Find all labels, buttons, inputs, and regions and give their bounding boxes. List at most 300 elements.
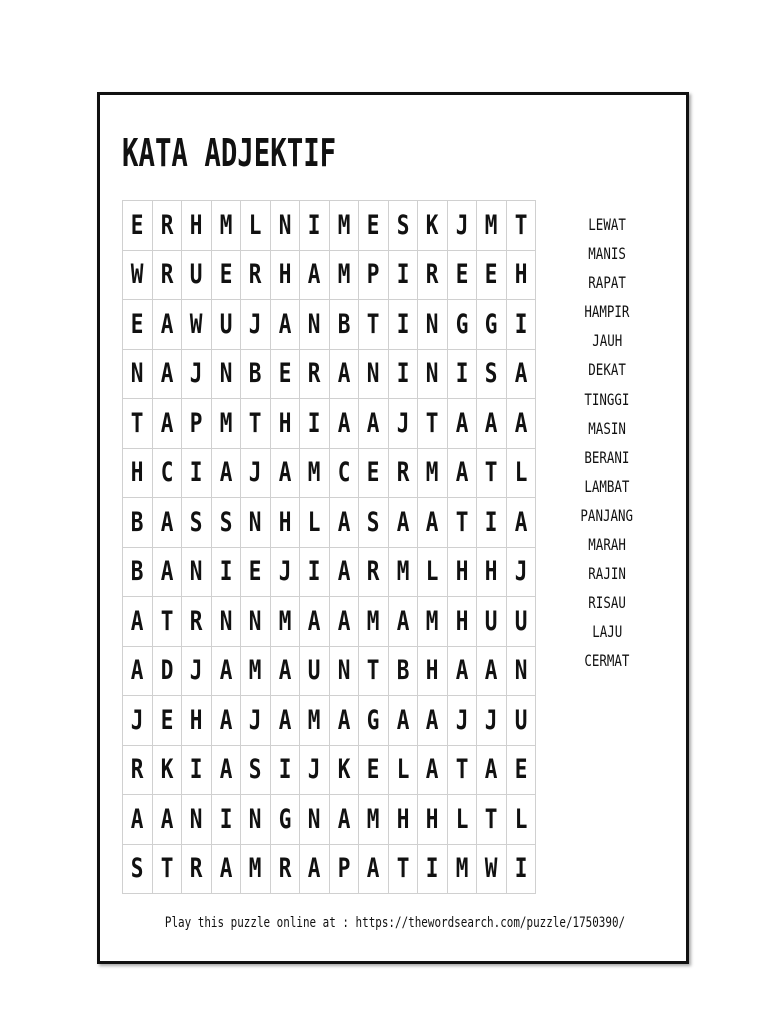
grid-letter: A xyxy=(130,803,144,835)
grid-cell xyxy=(477,498,507,548)
grid-letter: E xyxy=(160,704,174,736)
grid-letter: A xyxy=(160,358,174,390)
grid-cell xyxy=(123,300,153,350)
grid-letter: W xyxy=(130,259,144,291)
grid-cell xyxy=(182,844,212,894)
grid-cell xyxy=(241,547,271,597)
grid-cell xyxy=(123,250,153,300)
grid-cell xyxy=(182,597,212,647)
grid-cell xyxy=(418,349,448,399)
grid-cell xyxy=(270,399,300,449)
grid-letter: L xyxy=(307,506,321,538)
grid-cell xyxy=(152,201,182,251)
grid-cell xyxy=(241,201,271,251)
grid-letter: L xyxy=(514,457,528,489)
grid-cell xyxy=(241,795,271,845)
grid-letter: A xyxy=(219,853,233,885)
grid-letter: N xyxy=(130,358,144,390)
grid-letter: H xyxy=(278,506,292,538)
grid-letter: U xyxy=(514,605,528,637)
grid-cell xyxy=(123,696,153,746)
grid-letter: A xyxy=(278,704,292,736)
grid-cell xyxy=(388,547,418,597)
grid-cell xyxy=(329,597,359,647)
grid-cell xyxy=(418,448,448,498)
grid-cell xyxy=(418,844,448,894)
grid-letter: N xyxy=(307,308,321,340)
grid-letter: A xyxy=(396,506,410,538)
grid-letter: U xyxy=(514,704,528,736)
grid-letter: M xyxy=(278,605,292,637)
grid-letter: L xyxy=(455,803,469,835)
grid-cell xyxy=(447,349,477,399)
grid-letter: I xyxy=(189,457,203,489)
word-list-item xyxy=(572,244,642,273)
grid-cell xyxy=(182,795,212,845)
grid-letter: N xyxy=(307,803,321,835)
grid-cell xyxy=(211,250,241,300)
grid-letter: S xyxy=(130,853,144,885)
grid-cell xyxy=(241,745,271,795)
grid-letter: A xyxy=(160,506,174,538)
grid-letter: N xyxy=(248,506,262,538)
grid-letter: T xyxy=(160,605,174,637)
grid-cell xyxy=(447,300,477,350)
grid-letter: E xyxy=(130,308,144,340)
grid-cell xyxy=(506,448,536,498)
grid-letter: S xyxy=(396,209,410,241)
grid-cell xyxy=(388,399,418,449)
grid-cell xyxy=(123,201,153,251)
grid-cell xyxy=(270,745,300,795)
grid-cell xyxy=(359,844,389,894)
grid-cell xyxy=(388,498,418,548)
word-label: RAJIN xyxy=(588,564,626,584)
grid-cell xyxy=(447,250,477,300)
grid-cell xyxy=(182,448,212,498)
grid-letter: I xyxy=(514,308,528,340)
grid-letter: E xyxy=(514,754,528,786)
grid-letter: J xyxy=(248,457,262,489)
grid-cell xyxy=(447,201,477,251)
grid-cell xyxy=(123,399,153,449)
grid-cell xyxy=(388,844,418,894)
word-label: LEWAT xyxy=(588,215,626,234)
grid-letter: U xyxy=(307,655,321,687)
grid-letter: A xyxy=(219,457,233,489)
grid-cell xyxy=(329,498,359,548)
grid-cell xyxy=(329,250,359,300)
grid-cell xyxy=(211,745,241,795)
word-label: JAUH xyxy=(591,331,623,351)
grid-letter: M xyxy=(337,209,351,241)
grid-cell xyxy=(329,844,359,894)
grid-cell xyxy=(300,597,330,647)
page-title: KATA ADJEKTIF xyxy=(122,131,337,175)
grid-letter: I xyxy=(396,358,410,390)
grid-cell xyxy=(300,201,330,251)
grid-cell xyxy=(418,745,448,795)
grid-cell xyxy=(359,201,389,251)
word-list-item xyxy=(572,506,642,535)
grid-letter: E xyxy=(366,754,380,786)
grid-letter: N xyxy=(278,209,292,241)
grid-letter: J xyxy=(248,704,262,736)
grid-letter: C xyxy=(337,457,351,489)
grid-cell xyxy=(300,795,330,845)
grid-cell xyxy=(447,795,477,845)
grid-letter: A xyxy=(425,704,439,736)
grid-cell xyxy=(182,250,212,300)
grid-cell xyxy=(418,201,448,251)
grid-letter: A xyxy=(278,655,292,687)
grid-letter: I xyxy=(396,259,410,291)
grid-cell xyxy=(123,646,153,696)
grid-letter: M xyxy=(248,655,262,687)
grid-cell xyxy=(152,547,182,597)
grid-cell xyxy=(182,498,212,548)
grid-cell xyxy=(152,448,182,498)
grid-letter: G xyxy=(366,704,380,736)
grid-cell xyxy=(477,795,507,845)
grid-letter: K xyxy=(337,754,351,786)
grid-cell xyxy=(418,597,448,647)
grid-letter: A xyxy=(130,605,144,637)
grid-letter: T xyxy=(366,308,380,340)
grid-letter: T xyxy=(248,407,262,439)
grid-letter: T xyxy=(160,853,174,885)
grid-letter: A xyxy=(219,655,233,687)
grid-letter: H xyxy=(425,655,439,687)
word-search-grid xyxy=(122,200,536,894)
word-list-item xyxy=(572,331,642,360)
grid-cell xyxy=(359,597,389,647)
grid-cell xyxy=(270,795,300,845)
grid-letter: U xyxy=(219,308,233,340)
grid-cell xyxy=(241,250,271,300)
grid-letter: G xyxy=(455,308,469,340)
grid-cell xyxy=(388,250,418,300)
grid-cell xyxy=(506,399,536,449)
grid-letter: N xyxy=(219,605,233,637)
grid-cell xyxy=(506,300,536,350)
grid-cell xyxy=(329,300,359,350)
grid-cell xyxy=(329,399,359,449)
grid-letter: R xyxy=(130,754,144,786)
grid-cell xyxy=(506,646,536,696)
grid-cell xyxy=(447,844,477,894)
grid-letter: J xyxy=(484,704,498,736)
grid-letter: A xyxy=(455,407,469,439)
grid-letter: T xyxy=(130,407,144,439)
grid-cell xyxy=(152,498,182,548)
grid-cell xyxy=(447,498,477,548)
word-list-item xyxy=(572,564,642,593)
grid-cell xyxy=(359,250,389,300)
grid-cell xyxy=(152,349,182,399)
grid-letter: G xyxy=(484,308,498,340)
grid-letter: A xyxy=(337,803,351,835)
grid-cell xyxy=(477,300,507,350)
grid-cell xyxy=(329,646,359,696)
grid-letter: M xyxy=(307,704,321,736)
grid-cell xyxy=(152,646,182,696)
grid-letter: W xyxy=(189,308,203,340)
grid-letter: E xyxy=(278,358,292,390)
grid-cell xyxy=(329,547,359,597)
grid-cell xyxy=(241,498,271,548)
grid-cell xyxy=(506,844,536,894)
grid-letter: A xyxy=(307,605,321,637)
grid-cell xyxy=(182,646,212,696)
grid-letter: A xyxy=(455,655,469,687)
grid-row xyxy=(123,696,536,746)
grid-cell xyxy=(329,201,359,251)
grid-cell xyxy=(329,349,359,399)
grid-cell xyxy=(506,597,536,647)
grid-row xyxy=(123,250,536,300)
footer-text: Play this puzzle online at : https://thewordsearch.com/puzzle/1750390/ xyxy=(164,915,626,931)
grid-letter: A xyxy=(484,655,498,687)
grid-cell xyxy=(506,250,536,300)
grid-cell xyxy=(418,300,448,350)
grid-letter: A xyxy=(396,704,410,736)
grid-letter: B xyxy=(130,506,144,538)
grid-letter: I xyxy=(219,556,233,588)
grid-cell xyxy=(270,646,300,696)
grid-cell xyxy=(241,597,271,647)
grid-letter: A xyxy=(278,457,292,489)
grid-cell xyxy=(447,745,477,795)
grid-letter: A xyxy=(514,358,528,390)
grid-letter: R xyxy=(160,259,174,291)
grid-cell xyxy=(388,201,418,251)
grid-cell xyxy=(477,597,507,647)
word-list-item xyxy=(572,477,642,506)
grid-letter: I xyxy=(219,803,233,835)
grid-row xyxy=(123,597,536,647)
grid-letter: H xyxy=(455,605,469,637)
grid-letter: A xyxy=(425,506,439,538)
grid-letter: M xyxy=(396,556,410,588)
grid-cell xyxy=(211,844,241,894)
word-list-item xyxy=(572,651,642,680)
grid-letter: B xyxy=(396,655,410,687)
grid-cell xyxy=(506,696,536,746)
worksheet-page xyxy=(97,92,689,964)
grid-letter: I xyxy=(484,506,498,538)
grid-cell xyxy=(241,448,271,498)
grid-cell xyxy=(270,201,300,251)
grid-cell xyxy=(329,745,359,795)
grid-cell xyxy=(359,300,389,350)
grid-letter: R xyxy=(278,853,292,885)
grid-letter: A xyxy=(484,407,498,439)
grid-letter: E xyxy=(484,259,498,291)
grid-cell xyxy=(152,795,182,845)
grid-cell xyxy=(211,448,241,498)
grid-cell xyxy=(211,795,241,845)
grid-cell xyxy=(270,597,300,647)
grid-letter: H xyxy=(484,556,498,588)
grid-cell xyxy=(152,745,182,795)
grid-letter: A xyxy=(337,556,351,588)
grid-row xyxy=(123,795,536,845)
word-label: CERMAT xyxy=(584,651,630,671)
grid-letter: R xyxy=(160,209,174,241)
grid-letter: I xyxy=(278,754,292,786)
grid-cell xyxy=(300,547,330,597)
grid-letter: W xyxy=(484,853,498,885)
grid-letter: E xyxy=(366,457,380,489)
grid-letter: S xyxy=(484,358,498,390)
grid-letter: H xyxy=(189,704,203,736)
grid-letter: H xyxy=(514,259,528,291)
grid-cell xyxy=(418,250,448,300)
grid-cell xyxy=(182,399,212,449)
grid-letter: G xyxy=(278,803,292,835)
grid-letter: M xyxy=(248,853,262,885)
word-list-item xyxy=(572,360,642,389)
grid-letter: I xyxy=(396,308,410,340)
footer-note xyxy=(100,915,686,931)
grid-cell xyxy=(211,547,241,597)
grid-letter: A xyxy=(278,308,292,340)
grid-letter: J xyxy=(248,308,262,340)
grid-cell xyxy=(447,547,477,597)
grid-letter: I xyxy=(189,754,203,786)
grid-letter: K xyxy=(160,754,174,786)
grid-cell xyxy=(123,349,153,399)
grid-cell xyxy=(182,547,212,597)
grid-cell xyxy=(359,745,389,795)
grid-letter: N xyxy=(248,605,262,637)
grid-cell xyxy=(300,844,330,894)
grid-letter: I xyxy=(307,209,321,241)
grid-letter: L xyxy=(425,556,439,588)
word-label: DEKAT xyxy=(588,360,626,380)
grid-cell xyxy=(418,399,448,449)
grid-letter: D xyxy=(160,655,174,687)
word-label: MARAH xyxy=(588,535,626,555)
grid-letter: H xyxy=(278,259,292,291)
grid-cell xyxy=(270,696,300,746)
grid-cell xyxy=(477,448,507,498)
grid-letter: N xyxy=(189,803,203,835)
grid-cell xyxy=(241,349,271,399)
grid-cell xyxy=(241,844,271,894)
grid-cell xyxy=(211,201,241,251)
grid-cell xyxy=(211,498,241,548)
grid-letter: L xyxy=(396,754,410,786)
grid-cell xyxy=(388,795,418,845)
grid-cell xyxy=(418,646,448,696)
grid-cell xyxy=(123,448,153,498)
grid-row xyxy=(123,498,536,548)
grid-letter: T xyxy=(484,803,498,835)
grid-letter: B xyxy=(130,556,144,588)
grid-letter: H xyxy=(425,803,439,835)
grid-letter: S xyxy=(366,506,380,538)
grid-letter: A xyxy=(219,754,233,786)
word-list-item xyxy=(572,215,642,244)
grid-cell xyxy=(447,696,477,746)
grid-letter: A xyxy=(160,407,174,439)
grid-cell xyxy=(388,448,418,498)
grid-letter: R xyxy=(366,556,380,588)
grid-letter: N xyxy=(425,308,439,340)
grid-cell xyxy=(506,498,536,548)
word-list-item xyxy=(572,593,642,622)
grid-letter: M xyxy=(219,209,233,241)
grid-cell xyxy=(300,250,330,300)
grid-cell xyxy=(506,349,536,399)
grid-cell xyxy=(123,795,153,845)
grid-letter: I xyxy=(425,853,439,885)
grid-cell xyxy=(152,399,182,449)
grid-cell xyxy=(418,795,448,845)
grid-cell xyxy=(359,349,389,399)
grid-cell xyxy=(152,844,182,894)
grid-letter: J xyxy=(455,704,469,736)
word-list-item xyxy=(572,273,642,302)
grid-cell xyxy=(418,498,448,548)
grid-cell xyxy=(447,399,477,449)
word-label: MANIS xyxy=(588,244,626,264)
grid-letter: A xyxy=(219,704,233,736)
grid-cell xyxy=(477,844,507,894)
word-label: HAMPIR xyxy=(584,302,630,322)
grid-letter: A xyxy=(307,853,321,885)
grid-letter: M xyxy=(219,407,233,439)
grid-letter: N xyxy=(219,358,233,390)
grid-letter: N xyxy=(366,358,380,390)
grid-letter: A xyxy=(366,407,380,439)
grid-letter: A xyxy=(366,853,380,885)
grid-cell xyxy=(359,399,389,449)
grid-letter: T xyxy=(396,853,410,885)
grid-cell xyxy=(211,399,241,449)
grid-cell xyxy=(270,300,300,350)
grid-letter: A xyxy=(396,605,410,637)
grid-cell xyxy=(506,547,536,597)
grid-letter: N xyxy=(514,655,528,687)
grid-cell xyxy=(477,547,507,597)
grid-letter: A xyxy=(425,754,439,786)
grid-cell xyxy=(211,300,241,350)
grid-letter: T xyxy=(455,506,469,538)
grid-cell xyxy=(300,646,330,696)
grid-letter: J xyxy=(189,358,203,390)
grid-cell xyxy=(477,250,507,300)
grid-letter: I xyxy=(307,407,321,439)
grid-letter: M xyxy=(425,605,439,637)
grid-letter: H xyxy=(455,556,469,588)
grid-cell xyxy=(506,795,536,845)
grid-letter: R xyxy=(396,457,410,489)
grid-cell xyxy=(182,300,212,350)
word-list-item xyxy=(572,535,642,564)
grid-cell xyxy=(359,547,389,597)
grid-cell xyxy=(152,250,182,300)
grid-row xyxy=(123,646,536,696)
grid-cell xyxy=(270,349,300,399)
grid-cell xyxy=(211,349,241,399)
grid-letter: A xyxy=(337,407,351,439)
grid-letter: A xyxy=(130,655,144,687)
grid-letter: S xyxy=(189,506,203,538)
grid-cell xyxy=(388,597,418,647)
